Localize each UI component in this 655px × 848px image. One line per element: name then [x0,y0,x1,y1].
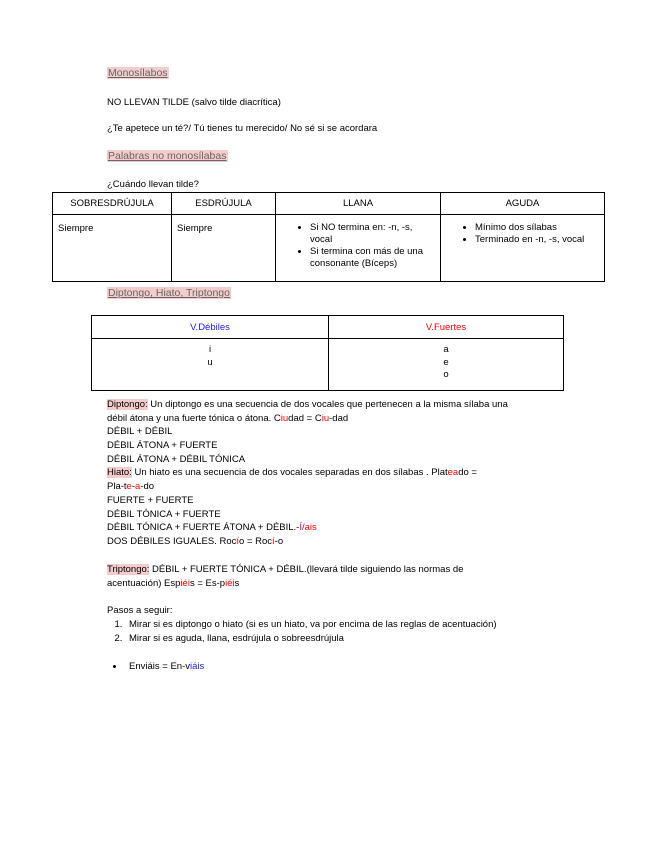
dht-heading: Diptongo, Hiato, Triptongo [108,287,230,299]
header-sobresdrujula: SOBRESDRÚJULA [53,193,172,215]
pasos-title: Pasos a seguir: [107,605,173,616]
vowels-table [91,315,564,391]
hiato-combo-3: DÉBIL TÓNICA + FUERTE ÁTONA + DÉBIL.-Í/ais [107,522,317,533]
strong-vowel: e [443,356,449,368]
cell-aguda [441,215,605,282]
hiato-label: Hiato: [107,467,132,478]
triptongo-line-2: acentuación) Espiéis = Es-piéis [107,578,240,589]
hiato-combo-1: FUERTE + FUERTE [107,495,194,506]
strong-vowel: o [443,369,449,380]
weak-vowel: i [208,344,212,355]
list-item: • Enviáis = En-viáis [125,660,204,674]
list-item: • Si NO termina en: -n, -s, vocal [310,222,434,246]
diptongo-combo-2: DÉBIL ÁTONA + FUERTE [107,440,218,451]
diptongo-combo-1: DÉBIL + DÉBIL [107,426,173,437]
example-list [87,660,204,674]
hiato-combo-4: DOS DÉBILES IGUALES. Rocío = Rocí-o [107,536,284,547]
list-item: • Mínimo dos sílabas [475,222,600,234]
cell-weak-vowels [92,339,329,391]
no-monosilabas-heading: Palabras no monosílabas [108,150,227,162]
pasos-list [87,618,497,646]
dht-section [107,287,231,299]
table-header-row [53,193,605,215]
diptongo-label: Diptongo: [107,399,148,410]
table-row [92,339,564,391]
accent-rules-table [52,192,605,282]
header-strong-vowels: V.Fuertes [329,316,564,339]
monosilabos-heading: Monosílabos [108,67,168,79]
header-aguda: AGUDA [441,193,605,215]
list-item: 1. Mirar si es diptongo o hiato (si es un hiato, va por encima de las reglas de acentuación) [125,618,497,632]
llana-list [286,222,434,270]
diptongo-line-2: débil átona y una fuerte tónica o átona. Ciudad = Ciu-dad [107,413,349,424]
diptongo-combo-3: DÉBIL ÁTONA + DÉBIL TÓNICA [107,454,246,465]
strong-vowel: a [443,344,449,355]
monosilabos-example: ¿Te apetece un té?/ Tú tienes tu merecido/ No sé si se acordara [107,123,378,134]
header-weak-vowels: V.Débiles [92,316,329,339]
table-header-row [92,316,564,339]
monosilabos-section [107,67,169,79]
hiato-combo-2: DÉBIL TÓNICA + FUERTE [107,509,221,520]
list-item: 2. Mirar si es aguda, llana, esdrújula o sobreesdrújula [125,632,497,646]
diptongo-line-1: Diptongo: Un diptongo es una secuencia de dos vocales que pertenecen a la misma sílaba una [107,399,508,410]
triptongo-label: Triptongo: [107,564,150,575]
list-item: • Si termina con más de una consonante (Bíceps) [310,246,434,270]
table-row [53,215,605,282]
header-esdrujula: ESDRÚJULA [172,193,276,215]
aguda-list [451,222,600,246]
list-item: • Terminado en -n, -s, vocal [475,234,600,246]
cell-sobresdrujula: Siempre [53,215,172,282]
monosilabos-rule: NO LLEVAN TILDE (salvo tilde diacrítica) [107,97,281,108]
cell-esdrujula: Siempre [172,215,276,282]
no-monosilabas-section [107,150,228,162]
hiato-line-2: Pla-te-a-do [107,481,155,492]
cell-strong-vowels [329,339,564,391]
triptongo-line-1: Triptongo: DÉBIL + FUERTE TÓNICA + DÉBIL.(llevará tilde siguiendo las normas de [107,564,464,575]
header-llana: LLANA [276,193,441,215]
hiato-line-1: Hiato: Un hiato es una secuencia de dos vocales separadas en dos sílabas . Plateado = [107,467,477,478]
weak-vowel: u [207,356,213,368]
no-monosilabas-question: ¿Cuándo llevan tilde? [107,179,199,190]
cell-llana [276,215,441,282]
